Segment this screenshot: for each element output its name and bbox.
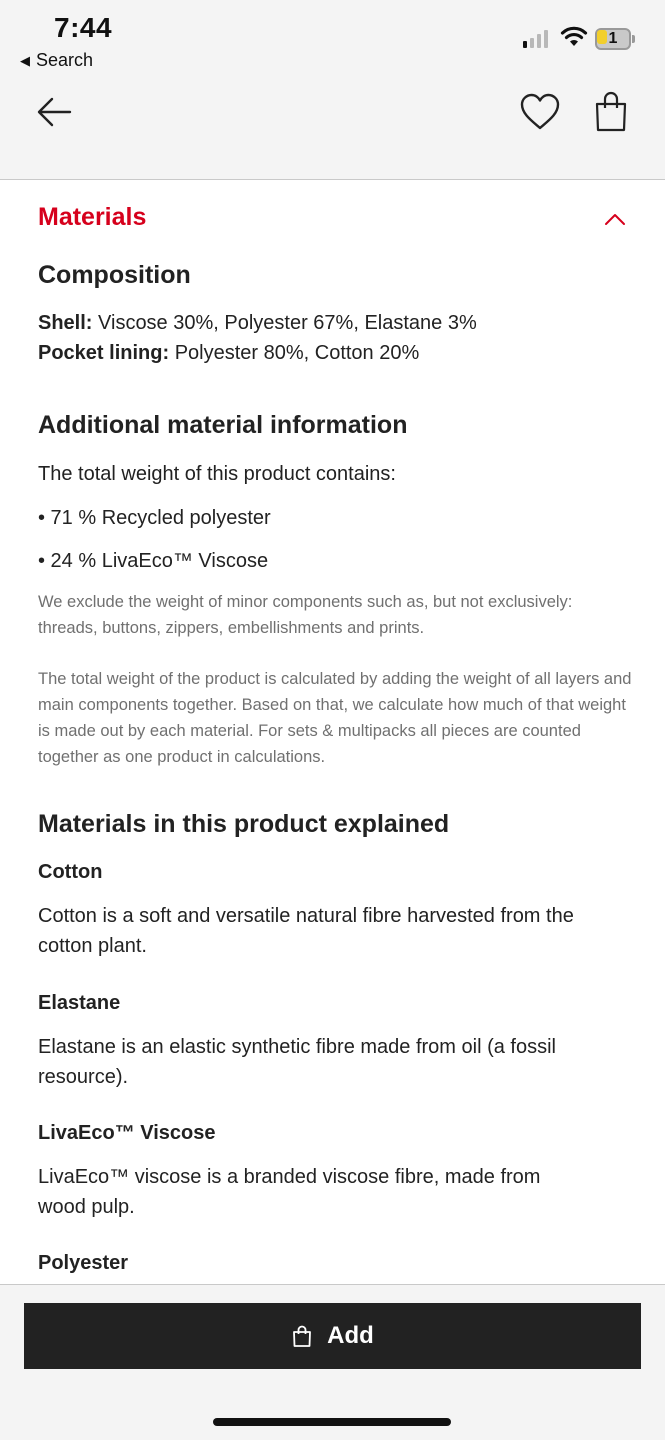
material-name: Polyester xyxy=(38,1252,129,1274)
arrow-left-icon[interactable] xyxy=(34,92,74,132)
composition-value: Polyester 80%, Cotton 20% xyxy=(174,342,420,364)
material-description: Cotton is a soft and versatile natural fibre harvested from the cotton plant. xyxy=(38,905,574,957)
battery-icon xyxy=(595,28,635,50)
materials-explained-heading: Materials in this product explained xyxy=(38,810,450,838)
materials-accordion-header[interactable] xyxy=(38,203,627,237)
material-name: Cotton xyxy=(38,861,103,883)
material-description: Elastane is an elastic synthetic fibre made from oil (a fossil resource). xyxy=(38,1036,556,1088)
cellular-signal-icon xyxy=(523,30,548,48)
recycled-bullet: • 24 % LivaEco™ Viscose xyxy=(38,550,269,572)
chevron-up-icon[interactable] xyxy=(603,209,627,229)
battery-level: 1 xyxy=(608,30,618,47)
composition-heading: Composition xyxy=(38,261,191,289)
back-app-label: Search xyxy=(36,50,94,70)
home-indicator[interactable] xyxy=(213,1418,451,1426)
status-time: 7:44 xyxy=(54,12,113,43)
wifi-icon xyxy=(560,26,588,48)
back-triangle-icon: ◀ xyxy=(20,52,30,68)
add-button-label: Add xyxy=(327,1322,374,1349)
material-name: Elastane xyxy=(38,992,121,1014)
shopping-bag-icon xyxy=(291,1324,313,1348)
composition-line xyxy=(38,312,477,335)
additional-info-intro: The total weight of this product contains: xyxy=(38,463,396,485)
heart-icon[interactable] xyxy=(518,90,562,134)
composition-value: Viscose 30%, Polyester 67%, Elastane 3% xyxy=(98,312,477,334)
back-to-app-link[interactable] xyxy=(20,50,93,71)
recycled-bullet: • 71 % Recycled polyester xyxy=(38,507,271,529)
weight-calculation-note: The total weight of the product is calculated by adding the weight of all layers and main components together. Based on that, we calculate how much of that weight is made out by each material. For sets & multipacks all pieces are counted together as one product in calculations. xyxy=(38,670,632,766)
composition-line xyxy=(38,342,419,365)
composition-label: Shell: xyxy=(38,312,93,334)
weight-exclusion-note: We exclude the weight of minor components such as, but not exclusively: threads, buttons, zippers, embellishments and prints. xyxy=(38,593,573,637)
product-details-content[interactable] xyxy=(0,181,665,1284)
composition-label: Pocket lining: xyxy=(38,342,170,364)
status-bar xyxy=(0,0,665,80)
add-to-bag-bar xyxy=(0,1284,665,1440)
shopping-bag-icon[interactable] xyxy=(590,90,632,134)
nav-bar xyxy=(0,80,665,180)
add-to-bag-button[interactable] xyxy=(24,1303,641,1369)
material-name: LivaEco™ Viscose xyxy=(38,1122,216,1144)
material-description: LivaEco™ viscose is a branded viscose fibre, made from wood pulp. xyxy=(38,1166,541,1218)
materials-title: Materials xyxy=(38,203,147,231)
additional-info-heading: Additional material information xyxy=(38,411,408,439)
